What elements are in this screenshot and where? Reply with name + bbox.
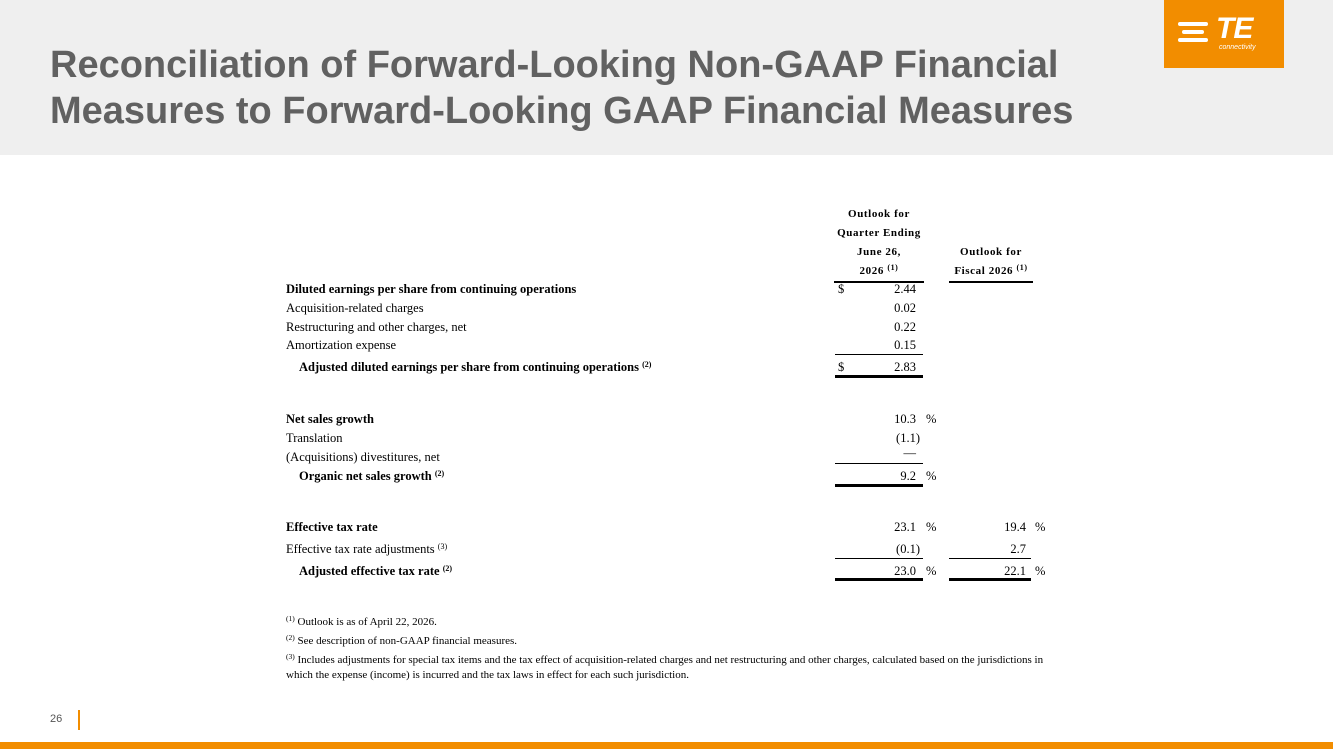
logo-subtext: connectivity	[1219, 44, 1256, 51]
eps-quarter-value: 2.44	[894, 282, 916, 296]
adjusted-eps-dollar-sign: $	[838, 360, 845, 374]
quarter-header-line3: June 26,	[857, 246, 901, 258]
organic-sales-growth-value: 9.2	[900, 469, 916, 483]
te-connectivity-logo	[1164, 0, 1284, 68]
quarter-header-footnote-ref: (1)	[887, 263, 899, 272]
eps-total-rule	[835, 375, 923, 378]
tax-fiscal-subtotal-rule	[949, 558, 1031, 559]
effective-tax-rate-quarter-value: 23.1	[894, 520, 916, 534]
tax-rate-adjustments-label: Effective tax rate adjustments $^{(3)}$	[286, 542, 448, 556]
net-sales-growth-label: Net sales growth	[286, 412, 374, 426]
footnote-3: $^{(3)}$ Includes adjustments for special tax items and the tax effect of acquisition-related charges and net restructuring and other charges, calculated based on the jurisdictions in which the expense (income) is incurred and the tax laws in effect for each such jurisdiction.	[286, 652, 1044, 681]
quarter-header-line1: Outlook for	[848, 208, 910, 220]
footnote-1: $^{(1)}$ Outlook is as of April 22, 2026.	[286, 614, 437, 628]
effective-tax-rate-label: Effective tax rate	[286, 520, 378, 534]
logo-bars-icon	[1178, 22, 1208, 46]
acquisition-charges-value: 0.02	[894, 301, 916, 315]
amortization-label: Amortization expense	[286, 338, 397, 352]
net-sales-growth-percent: %	[926, 412, 937, 426]
quarter-header-line4: 2026	[859, 265, 884, 277]
acquisitions-divestitures-value: —	[903, 446, 916, 460]
net-sales-growth-value: 10.3	[894, 412, 916, 426]
translation-label: Translation	[286, 431, 343, 445]
fiscal-header-line1: Outlook for	[960, 246, 1022, 258]
adjusted-tax-rate-label: Adjusted effective tax rate $^{(2)}$	[299, 564, 453, 578]
eps-row-label: Diluted earnings per share from continuing operations	[286, 282, 577, 296]
footer-accent-bar	[0, 742, 1333, 749]
eps-dollar-sign: $	[838, 282, 845, 296]
eps-subtotal-rule	[835, 354, 923, 355]
restructuring-charges-value: 0.22	[894, 320, 916, 334]
tax-quarter-total-rule	[835, 578, 923, 581]
tax-fiscal-total-rule	[949, 578, 1031, 581]
adjusted-tax-rate-fiscal-percent: %	[1035, 564, 1046, 578]
adjusted-tax-rate-quarter-value: 23.0	[894, 564, 916, 578]
footnote-2: $^{(2)}$ See description of non-GAAP financial measures.	[286, 633, 518, 647]
organic-sales-footnote-ref: (2)	[434, 469, 445, 478]
fiscal-header-footnote-ref: (1)	[1016, 263, 1028, 272]
tax-adjustments-footnote-ref: (3)	[437, 542, 448, 551]
page-number-divider	[78, 710, 80, 730]
adjusted-tax-footnote-ref: (2)	[442, 564, 453, 573]
page-number: 26	[50, 713, 63, 725]
adjusted-eps-label: Adjusted diluted earnings per share from continuing operations $^{(2)}$	[299, 360, 652, 374]
effective-tax-rate-fiscal-percent: %	[1035, 520, 1046, 534]
amortization-value: 0.15	[894, 338, 916, 352]
translation-value: (1.1)	[896, 431, 920, 445]
tax-quarter-subtotal-rule	[835, 558, 923, 559]
quarter-header-line2: Quarter Ending	[837, 227, 921, 239]
effective-tax-rate-fiscal-value: 19.4	[1004, 520, 1026, 534]
sales-total-rule	[835, 484, 923, 487]
adjusted-eps-footnote-ref: (2)	[642, 360, 652, 369]
quarter-column-header	[834, 205, 924, 283]
acquisitions-divestitures-label: (Acquisitions) divestitures, net	[286, 450, 440, 464]
fiscal-header-line2: Fiscal 2026	[954, 265, 1014, 277]
organic-sales-growth-label: Organic net sales growth $^{(2)}$	[299, 469, 445, 483]
tax-rate-adjustments-quarter-value: (0.1)	[896, 542, 920, 556]
organic-sales-growth-percent: %	[926, 469, 937, 483]
acquisition-charges-label: Acquisition-related charges	[286, 301, 424, 315]
adjusted-eps-value: 2.83	[894, 360, 916, 374]
sales-subtotal-rule	[835, 463, 923, 464]
page-title: Reconciliation of Forward-Looking Non-GAAP Financial Measures to Forward-Looking GAAP Financial Measures	[50, 44, 1074, 132]
effective-tax-rate-quarter-percent: %	[926, 520, 937, 534]
tax-rate-adjustments-fiscal-value: 2.7	[1010, 542, 1026, 556]
restructuring-charges-label: Restructuring and other charges, net	[286, 320, 467, 334]
fiscal-column-header	[949, 243, 1033, 283]
adjusted-tax-rate-fiscal-value: 22.1	[1004, 564, 1026, 578]
adjusted-tax-rate-quarter-percent: %	[926, 564, 937, 578]
logo-text: TE	[1216, 12, 1253, 45]
